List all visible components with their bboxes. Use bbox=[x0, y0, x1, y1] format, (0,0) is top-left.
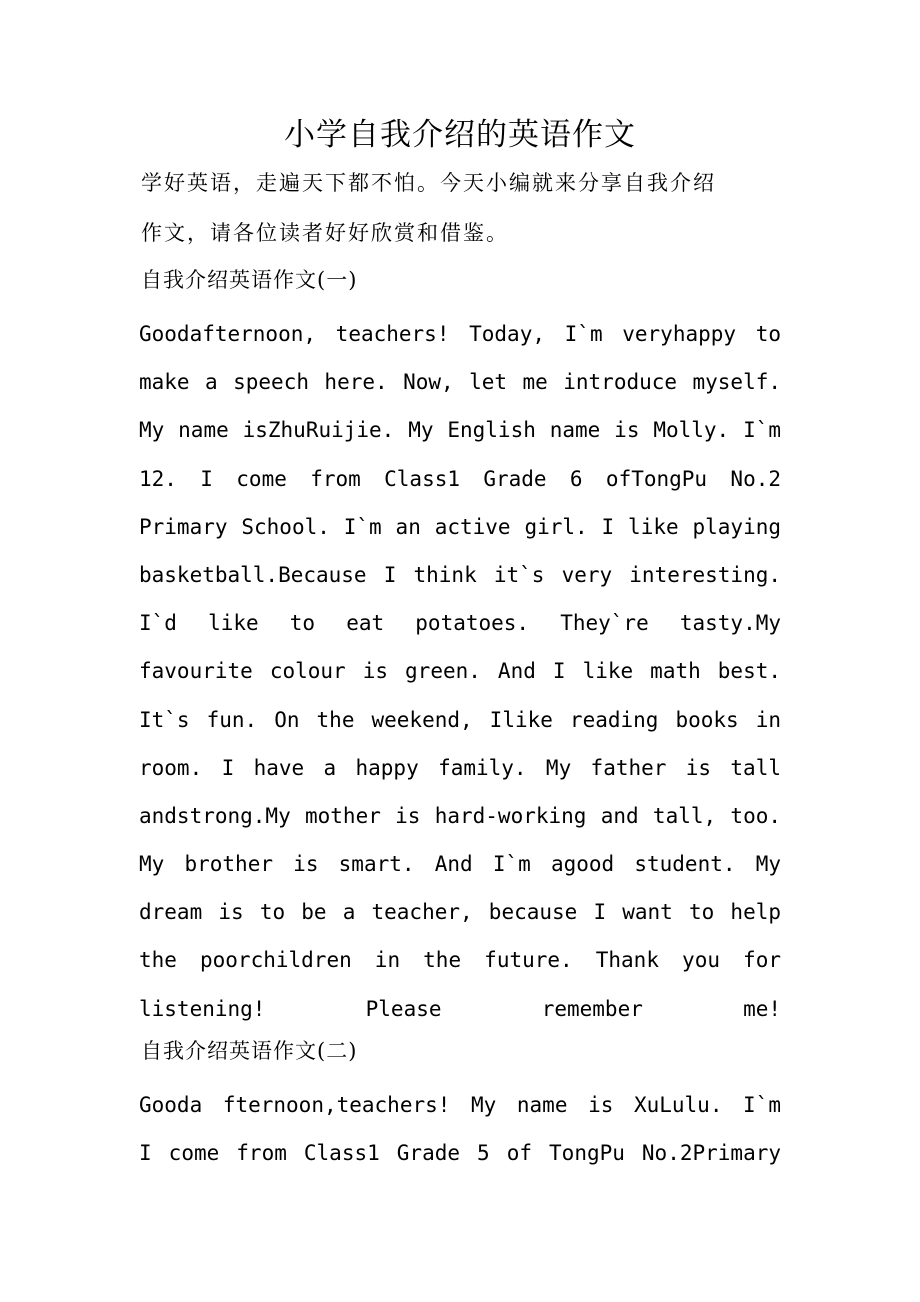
intro-line-2: 作文，请各位读者好好欣赏和借鉴。 bbox=[141, 221, 509, 245]
essay-1-line: dream is to be a teacher, because I want to help bbox=[139, 900, 781, 925]
essay-2-body bbox=[139, 1081, 781, 1177]
essay-1-line: Goodafternoon, teachers! Today, I`m veryhappy to bbox=[139, 322, 781, 346]
essay-1-line: 12. I come from Class1 Grade 6 ofTongPu No.2 bbox=[139, 466, 781, 491]
essay-1-line: My brother is smart. And I`m agood student. My bbox=[139, 852, 781, 877]
essay-1-line: Primary School. I`m an active girl. I like playing bbox=[139, 514, 781, 539]
section-heading-1: 自我介绍英语作文(一) bbox=[141, 268, 358, 292]
essay-1-line: I`d like to eat potatoes. They`re tasty.My bbox=[139, 611, 781, 636]
essay-1-line: It`s fun. On the weekend, Ilike reading books in bbox=[139, 707, 781, 732]
essay-1-line: the poorchildren in the future. Thank you for bbox=[139, 948, 781, 973]
essay-2-line: I come from Class1 Grade 5 of TongPu No.2Primary bbox=[139, 1141, 781, 1166]
section-heading-2: 自我介绍英语作文(二) bbox=[141, 1039, 358, 1063]
essay-1-line: basketball.Because I think it`s very interesting. bbox=[139, 562, 781, 587]
essay-1-line: favourite colour is green. And I like math best. bbox=[139, 659, 781, 684]
essay-1-line: room. I have a happy family. My father is tall bbox=[139, 755, 781, 780]
essay-1-line: My name isZhuRuijie. My English name is Molly. I`m bbox=[139, 418, 781, 443]
essay-1-line: listening! Please remember me! bbox=[139, 996, 781, 1021]
document-title: 小学自我介绍的英语作文 bbox=[284, 117, 636, 153]
essay-1-body bbox=[139, 310, 781, 1033]
intro-line-1: 学好英语，走遍天下都不怕。今天小编就来分享自我介绍 bbox=[141, 171, 716, 195]
essay-2-line: Gooda fternoon,teachers! My name is XuLulu. I`m bbox=[139, 1093, 781, 1117]
essay-1-line: andstrong.My mother is hard-working and tall, too. bbox=[139, 803, 781, 828]
essay-1-line: make a speech here. Now, let me introduce myself. bbox=[139, 370, 781, 395]
